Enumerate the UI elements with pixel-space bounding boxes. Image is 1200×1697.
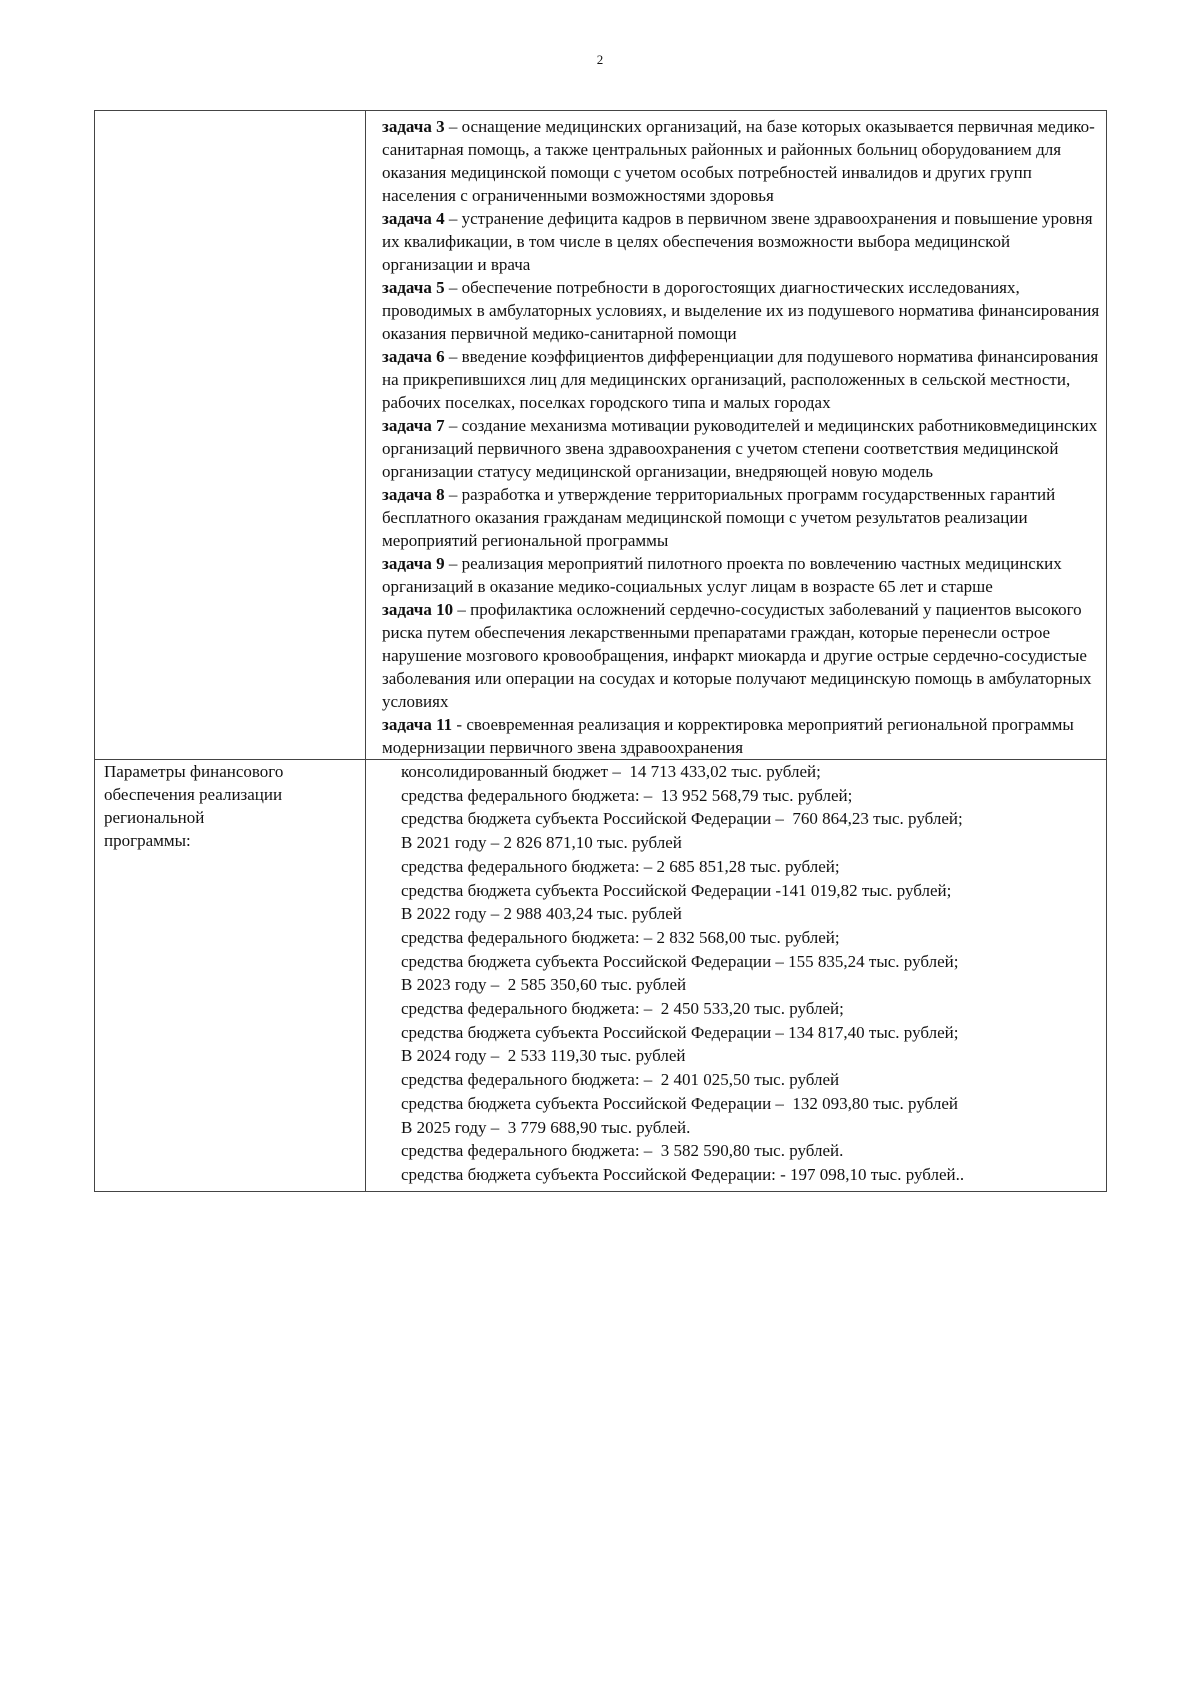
task-separator: – [444, 209, 462, 228]
finance-line: средства федерального бюджета: – 2 401 025,50 тыс. рублей [401, 1070, 840, 1090]
task-separator: – [444, 416, 462, 435]
task-text: создание механизма мотивации руководителей и медицинских работниковмедицинских организаций первичного звена здравоохранения с учетом степени соответствия медицинской организации статусу медицинской организации, внедряющей новую модель [382, 416, 1098, 481]
finance-line: средства федерального бюджета: – 13 952 568,79 тыс. рублей; [401, 785, 853, 805]
tasks-cell [366, 111, 1107, 760]
task-label: задача 6 [382, 347, 445, 366]
finance-line: средства федерального бюджета: – 2 450 533,20 тыс. рублей; [401, 999, 844, 1019]
finance-line: средства бюджета субъекта Российской Федерации – 134 817,40 тыс. рублей; [401, 1022, 959, 1042]
task-item [382, 207, 1100, 276]
finance-line: В 2023 году – 2 585 350,60 тыс. рублей [401, 975, 687, 995]
task-separator: – [444, 278, 462, 297]
finance-line: средства бюджета субъекта Российской Федерации -141 019,82 тыс. рублей; [401, 880, 952, 900]
program-passport-table [94, 110, 1107, 1192]
tasks-row [95, 111, 1107, 760]
finance-line: средства бюджета субъекта Российской Федерации – 132 093,80 тыс. рублей [401, 1093, 958, 1113]
finance-line: В 2025 году – 3 779 688,90 тыс. рублей. [401, 1117, 691, 1137]
task-separator: – [444, 554, 462, 573]
finance-line: средства федерального бюджета: – 2 685 851,28 тыс. рублей; [401, 856, 840, 876]
task-text: обеспечение потребности в дорогостоящих диагностических исследованиях, проводимых в амбулаторных условиях, и выделение их из подушевого норматива финансирования оказания первичной медико-санитарной помощи [382, 278, 1100, 343]
task-item [382, 276, 1100, 345]
task-label: задача 10 [382, 600, 454, 619]
task-label: задача 8 [382, 485, 445, 504]
task-text: реализация мероприятий пилотного проекта по вовлечению частных медицинских организаций в оказание медико-социальных услуг лицам в возрасте 65 лет и старше [382, 554, 1062, 596]
task-item [382, 115, 1100, 207]
finance-line: В 2021 году – 2 826 871,10 тыс. рублей [401, 833, 682, 853]
task-text: введение коэффициентов дифференциации для подушевого норматива финансирования на прикрепившихся лиц для медицинских организаций, расположенных в сельской местности, рабочих поселках, поселках городского типа и малых городах [382, 347, 1099, 412]
task-item [382, 598, 1100, 713]
finance-line: В 2022 году – 2 988 403,24 тыс. рублей [401, 904, 682, 924]
finance-line: В 2024 году – 2 533 119,30 тыс. рублей [401, 1046, 686, 1066]
task-label: задача 7 [382, 416, 445, 435]
task-text: профилактика осложнений сердечно-сосудистых заболеваний у пациентов высокого риска путем обеспечения лекарственными препаратами граждан, которые перенесли острое нарушение мозгового кровообращения, инфаркт миокарда и другие острые сердечно-сосудистые заболевания или операции на сосудах и которые получают медицинскую помощь в амбулаторных условиях [382, 600, 1092, 711]
task-item [382, 414, 1100, 483]
task-separator: – [444, 347, 462, 366]
finance-row [95, 760, 1107, 1192]
task-label: задача 5 [382, 278, 445, 297]
task-text: устранение дефицита кадров в первичном звене здравоохранения и повышение уровня их квалификации, в том числе в целях обеспечения возможности выбора медицинской организации и врача [382, 209, 1093, 274]
task-label: задача 11 [382, 715, 453, 734]
finance-list [401, 760, 1100, 1187]
task-text: оснащение медицинских организаций, на базе которых оказывается первичная медико-санитарная помощь, а также центральных районных и районных больниц оборудованием для оказания медицинской помощи с учетом особых потребностей инвалидов и других групп населения с ограниченными возможностями здоровья [382, 117, 1095, 205]
tasks-list [382, 115, 1100, 759]
tasks-label-cell [95, 111, 366, 760]
task-separator: - [452, 715, 467, 734]
task-label: задача 4 [382, 209, 445, 228]
finance-line: средства бюджета субъекта Российской Федерации – 760 864,23 тыс. рублей; [401, 809, 963, 829]
task-item [382, 713, 1100, 759]
task-separator: – [444, 117, 462, 136]
finance-line: консолидированный бюджет – 14 713 433,02 тыс. рублей; [401, 762, 821, 781]
task-separator: – [444, 485, 462, 504]
finance-label: Параметры финансового обеспечения реализации региональной программы: [95, 760, 366, 1192]
page-number: 2 [596, 52, 604, 67]
task-label: задача 9 [382, 554, 445, 573]
task-text: разработка и утверждение территориальных программ государственных гарантий бесплатного оказания гражданам медицинской помощи с учетом результатов реализации мероприятий региональной программы [382, 485, 1056, 550]
task-item [382, 483, 1100, 552]
finance-line: средства федерального бюджета: – 2 832 568,00 тыс. рублей; [401, 927, 840, 947]
finance-cell [366, 760, 1107, 1192]
finance-line: средства федерального бюджета: – 3 582 590,80 тыс. рублей. [401, 1141, 844, 1161]
finance-line: средства бюджета субъекта Российской Федерации: - 197 098,10 тыс. рублей.. [401, 1164, 965, 1184]
task-separator: – [453, 600, 471, 619]
task-text: своевременная реализация и корректировка мероприятий региональной программы модернизации первичного звена здравоохранения [382, 715, 1074, 757]
task-item [382, 552, 1100, 598]
task-label: задача 3 [382, 117, 445, 136]
task-item [382, 345, 1100, 414]
finance-line: средства бюджета субъекта Российской Федерации – 155 835,24 тыс. рублей; [401, 951, 959, 971]
